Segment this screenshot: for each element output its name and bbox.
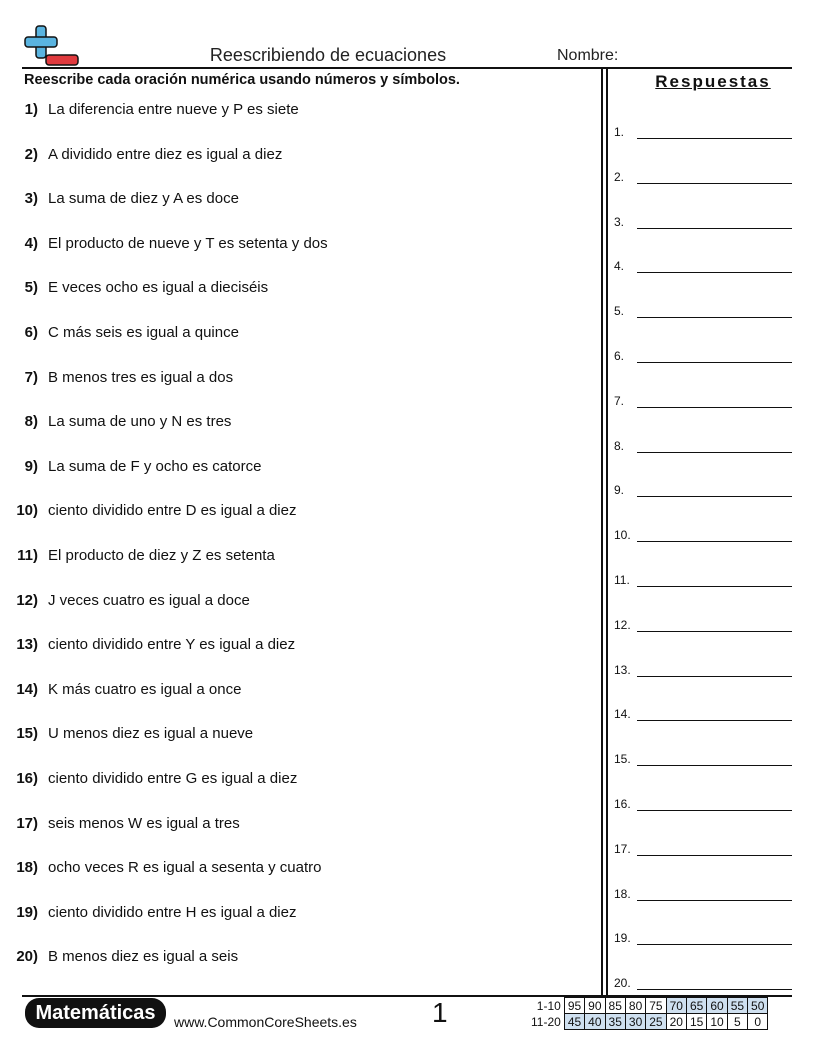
- answer-row: [614, 706, 794, 721]
- question-text: La suma de uno y N es tres: [48, 413, 232, 431]
- answer-row: [614, 482, 794, 497]
- answer-number: 1.: [614, 125, 625, 139]
- answer-row: [614, 303, 794, 318]
- question-text: ocho veces R es igual a sesenta y cuatro: [48, 859, 322, 877]
- answer-blank[interactable]: [637, 407, 792, 408]
- answer-number: 14.: [614, 707, 631, 722]
- header-divider: [22, 67, 792, 69]
- score-cell: 55: [727, 998, 747, 1014]
- question-number: 11): [17, 547, 38, 564]
- question-number: 1): [24, 101, 38, 118]
- answer-row: [614, 169, 794, 184]
- answer-row: [614, 617, 794, 632]
- answer-number: 19.: [614, 931, 631, 946]
- question-text: El producto de nueve y T es setenta y dos: [48, 234, 328, 252]
- question-number: 15): [16, 725, 38, 743]
- answer-row: [614, 258, 794, 273]
- question-text: E veces ocho es igual a dieciséis: [48, 279, 269, 297]
- answer-blank[interactable]: [637, 138, 792, 139]
- question-number: 3): [24, 190, 38, 208]
- question-text: A dividido entre diez es igual a diez: [48, 145, 283, 163]
- score-cell: 95: [564, 998, 584, 1014]
- score-cell: 10: [707, 1014, 727, 1030]
- question-number: 12): [16, 591, 38, 609]
- score-cell: 25: [646, 1014, 666, 1030]
- question-number: 16): [16, 770, 38, 787]
- score-cell: 65: [686, 998, 706, 1014]
- answer-blank[interactable]: [637, 900, 792, 901]
- question-text: B menos diez es igual a seis: [48, 948, 239, 966]
- answer-row: [614, 751, 794, 766]
- answer-number: 5.: [614, 304, 625, 319]
- question-text: K más cuatro es igual a once: [48, 680, 242, 698]
- answer-row: [614, 796, 794, 811]
- question-text: ciento dividido entre Y es igual a diez: [48, 636, 296, 654]
- question-item: [0, 369, 233, 386]
- answer-row: [614, 348, 794, 363]
- answer-row: [614, 438, 794, 453]
- question-item: [0, 324, 239, 341]
- question-number: 17): [16, 814, 38, 832]
- answer-blank[interactable]: [637, 855, 792, 856]
- answer-number: 11.: [614, 573, 630, 587]
- answer-blank[interactable]: [637, 989, 792, 990]
- answer-number: 7.: [614, 393, 625, 408]
- answer-row: [614, 214, 794, 229]
- answer-blank[interactable]: [637, 810, 792, 811]
- answer-number: 12.: [614, 617, 631, 632]
- column-divider: [601, 69, 603, 995]
- score-row: [528, 998, 768, 1014]
- answer-blank[interactable]: [637, 452, 792, 453]
- question-text: C más seis es igual a quince: [48, 324, 239, 341]
- answer-blank[interactable]: [637, 720, 792, 721]
- question-item: [0, 859, 322, 876]
- answer-row: [614, 124, 794, 139]
- score-row-label: 1-10: [536, 998, 561, 1013]
- score-cell: 40: [585, 1014, 605, 1030]
- answer-row: [614, 886, 794, 901]
- question-item: [0, 904, 296, 921]
- answer-number: 16.: [614, 797, 631, 811]
- score-cell: 45: [564, 1014, 584, 1030]
- answer-blank[interactable]: [637, 541, 792, 542]
- question-number: 6): [24, 324, 38, 341]
- question-number: 20): [16, 948, 38, 966]
- question-text: B menos tres es igual a dos: [48, 368, 234, 386]
- question-item: [0, 681, 241, 698]
- question-item: [0, 413, 231, 430]
- question-item: [0, 190, 239, 207]
- answers-title: Respuestas: [655, 72, 771, 91]
- score-cell: 30: [625, 1014, 645, 1030]
- answer-number: 13.: [614, 662, 631, 677]
- answer-number: 4.: [614, 259, 625, 274]
- answer-blank[interactable]: [637, 631, 792, 632]
- score-cell: 75: [646, 998, 666, 1014]
- answer-number: 15.: [614, 752, 631, 767]
- answer-blank[interactable]: [637, 228, 792, 229]
- question-text: seis menos W es igual a tres: [48, 814, 240, 832]
- question-number: 14): [16, 680, 38, 698]
- question-text: ciento dividido entre H es igual a diez: [48, 903, 297, 921]
- answer-number: 18.: [614, 886, 631, 901]
- score-cell: 70: [666, 998, 686, 1014]
- answer-row: [614, 662, 794, 677]
- question-number: 7): [24, 368, 38, 386]
- question-number: 10): [16, 502, 38, 520]
- score-cell: 5: [727, 1014, 747, 1030]
- score-cell: 85: [605, 998, 625, 1014]
- answer-number: 6.: [614, 349, 625, 363]
- score-cell: 20: [666, 1014, 686, 1030]
- question-text: La suma de F y ocho es catorce: [48, 457, 262, 475]
- score-cell: 0: [748, 1014, 768, 1030]
- answer-number: 8.: [614, 438, 625, 453]
- question-item: [0, 458, 261, 475]
- answer-blank[interactable]: [637, 765, 792, 766]
- question-item: [0, 279, 268, 296]
- answer-blank[interactable]: [637, 676, 792, 677]
- answer-number: 3.: [614, 214, 625, 229]
- score-cell: 15: [686, 1014, 706, 1030]
- answer-row: [614, 975, 794, 990]
- question-number: 9): [24, 457, 38, 475]
- score-cell: 60: [707, 998, 727, 1014]
- question-number: 18): [16, 859, 38, 877]
- answer-row: [614, 393, 794, 408]
- answer-blank[interactable]: [637, 272, 792, 273]
- question-number: 2): [24, 145, 38, 163]
- answer-number: 20.: [614, 976, 631, 991]
- question-item: [0, 502, 296, 519]
- score-row-label: 11-20: [531, 1014, 561, 1029]
- answer-blank[interactable]: [637, 317, 792, 318]
- question-text: J veces cuatro es igual a doce: [48, 591, 250, 609]
- question-number: 13): [16, 636, 38, 654]
- question-item: [0, 636, 295, 653]
- question-item: [0, 770, 297, 787]
- question-text: La diferencia entre nueve y P es siete: [48, 101, 299, 118]
- question-text: ciento dividido entre G es igual a diez: [48, 770, 298, 787]
- score-cell: 35: [605, 1014, 625, 1030]
- page-number: 1: [432, 997, 448, 1028]
- question-text: La suma de diez y A es doce: [48, 190, 239, 208]
- question-number: 4): [24, 234, 38, 252]
- instructions: Reescribe cada oración numérica usando números y símbolos.: [24, 72, 460, 88]
- answer-blank[interactable]: [637, 496, 792, 497]
- question-item: [0, 592, 250, 609]
- website-link[interactable]: www.CommonCoreSheets.es: [174, 1014, 357, 1030]
- answer-row: [614, 841, 794, 856]
- question-item: [0, 101, 299, 118]
- answer-number: 9.: [614, 483, 625, 498]
- question-number: 19): [16, 903, 38, 921]
- name-label: Nombre:: [557, 47, 619, 64]
- question-text: U menos diez es igual a nueve: [48, 725, 254, 743]
- score-cell: 50: [748, 998, 768, 1014]
- answer-blank[interactable]: [637, 586, 792, 587]
- question-item: [0, 725, 253, 742]
- question-item: [0, 815, 240, 832]
- question-item: [0, 948, 238, 965]
- question-item: [0, 235, 328, 252]
- answer-number: 17.: [614, 841, 631, 856]
- brand-badge: Matemáticas: [25, 998, 166, 1028]
- question-number: 5): [24, 279, 38, 297]
- score-cell: 80: [625, 998, 645, 1014]
- score-cell: 90: [585, 998, 605, 1014]
- question-text: ciento dividido entre D es igual a diez: [48, 502, 297, 520]
- question-item: [0, 547, 275, 564]
- question-number: 8): [24, 413, 38, 431]
- answer-number: 2.: [614, 169, 625, 184]
- question-item: [0, 146, 282, 163]
- answer-number: 10.: [614, 528, 631, 543]
- score-row: [528, 1014, 768, 1030]
- column-divider-inner: [606, 69, 608, 995]
- answer-row: [614, 572, 794, 587]
- answer-blank[interactable]: [637, 944, 792, 945]
- worksheet-title: Reescribiendo de ecuaciones: [209, 45, 447, 65]
- score-table: [528, 997, 768, 1030]
- answer-row: [614, 527, 794, 542]
- question-text: El producto de diez y Z es setenta: [48, 547, 275, 564]
- answer-row: [614, 930, 794, 945]
- answer-blank[interactable]: [637, 362, 792, 363]
- answer-blank[interactable]: [637, 183, 792, 184]
